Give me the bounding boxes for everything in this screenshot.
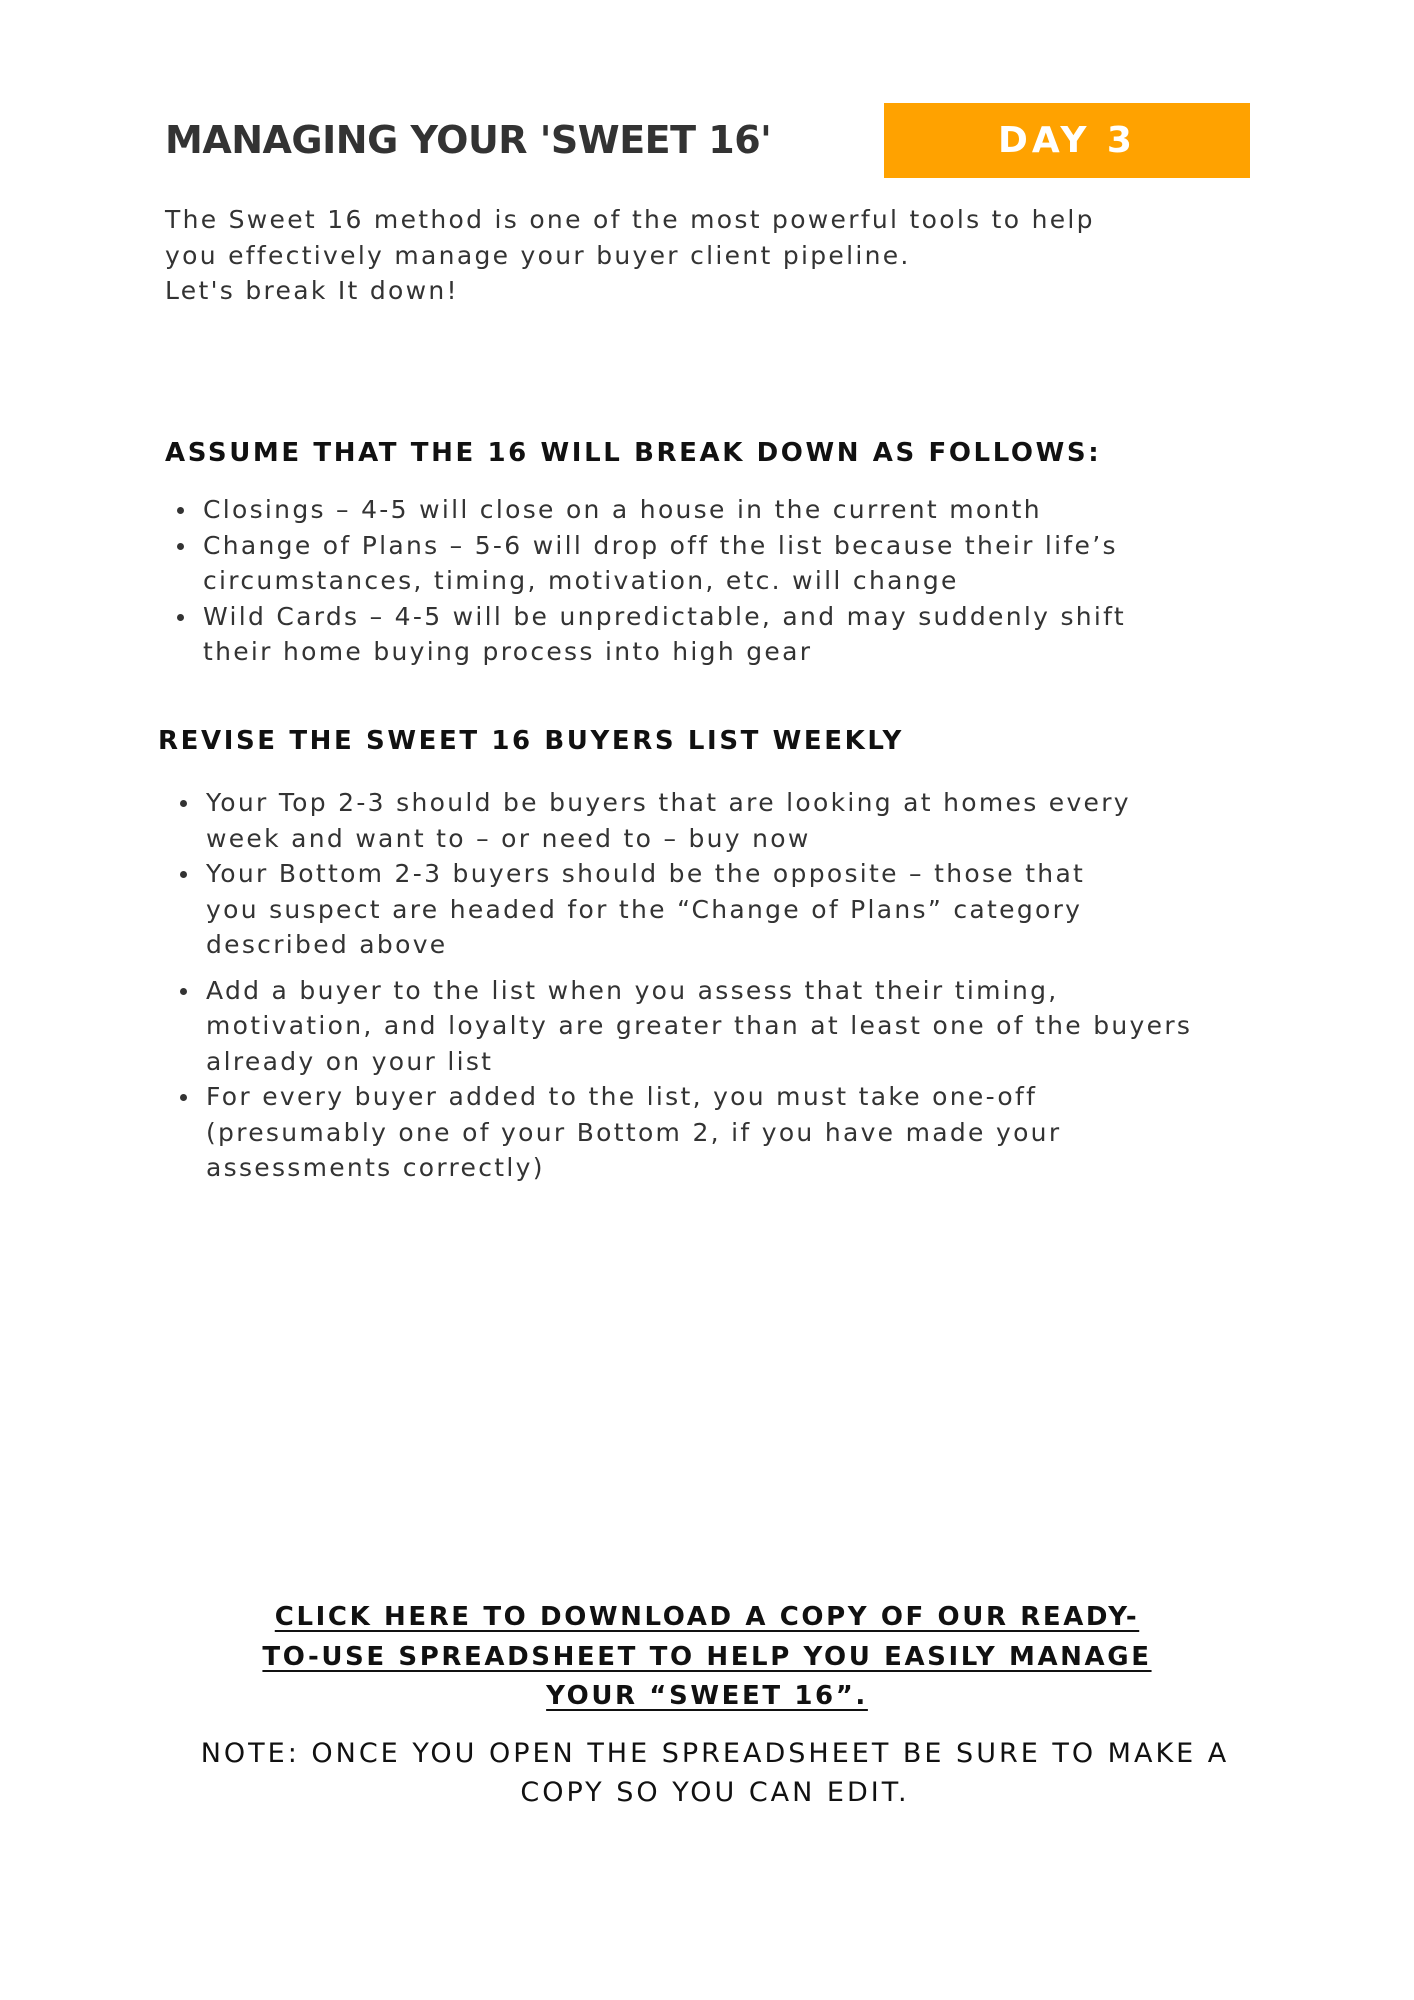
intro-line: The Sweet 16 method is one of the most powerful tools to help xyxy=(165,205,1095,234)
revise-list xyxy=(206,785,1192,1186)
list-item-text: you suspect are headed for the “Change of Plans” category xyxy=(206,894,1083,924)
bullet-icon xyxy=(177,543,184,550)
section-heading-breakdown: ASSUME THAT THE 16 WILL BREAK DOWN AS FOLLOWS: xyxy=(165,438,1102,468)
note-line: NOTE: ONCE YOU OPEN THE SPREADSHEET BE SURE TO MAKE A xyxy=(200,1738,1230,1769)
list-item-text: (presumably one of your Bottom 2, if you have made your xyxy=(206,1117,1062,1147)
bullet-icon xyxy=(180,988,187,995)
bullet-icon xyxy=(177,507,184,514)
page-title: MANAGING YOUR 'SWEET 16' xyxy=(165,118,772,162)
download-link-line[interactable]: TO-USE SPREADSHEET TO HELP YOU EASILY MANAGE xyxy=(262,1641,1152,1672)
bullet-icon xyxy=(177,614,184,621)
list-item xyxy=(206,785,1192,856)
list-item-text: their home buying process into high gear xyxy=(203,637,813,666)
list-item-text: Add a buyer to the list when you assess that their timing, xyxy=(206,975,1059,1005)
breakdown-list xyxy=(203,492,1126,670)
list-item-text: Closings – 4-5 will close on a house in the current month xyxy=(203,495,1042,524)
download-link-line[interactable]: YOUR “SWEET 16”. xyxy=(546,1681,868,1711)
bullet-icon xyxy=(180,871,187,878)
list-item-text: Your Top 2-3 should be buyers that are looking at homes every xyxy=(206,788,1131,817)
list-item-text: already on your list xyxy=(206,1046,494,1076)
list-item xyxy=(203,492,1126,528)
list-item xyxy=(206,1079,1192,1186)
note-text xyxy=(120,1734,1310,1812)
list-item xyxy=(203,528,1126,599)
intro-line: you effectively manage your buyer client pipeline. xyxy=(165,240,911,270)
list-item-text: circumstances, timing, motivation, etc. will change xyxy=(203,566,959,595)
intro-line: Let's break It down! xyxy=(165,276,459,305)
download-link-line[interactable]: CLICK HERE TO DOWNLOAD A COPY OF OUR READY- xyxy=(274,1602,1140,1632)
list-item xyxy=(206,856,1192,963)
intro-paragraph xyxy=(165,202,1165,309)
list-item xyxy=(203,599,1126,670)
list-item-text: motivation, and loyalty are greater than at least one of the buyers xyxy=(206,1011,1193,1040)
bullet-icon xyxy=(180,1094,187,1101)
section-heading-revise: REVISE THE SWEET 16 BUYERS LIST WEEKLY xyxy=(158,726,904,756)
list-item-text: For every buyer added to the list, you must take one-off xyxy=(206,1082,1038,1111)
list-item-text: week and want to – or need to – buy now xyxy=(206,823,811,853)
list-item-text: described above xyxy=(206,930,448,959)
list-item-text: assessments correctly) xyxy=(206,1153,545,1182)
list-item-text: Change of Plans – 5-6 will drop off the list because their life’s xyxy=(203,530,1118,560)
download-spreadsheet-link[interactable] xyxy=(207,1598,1207,1717)
list-item-text: Wild Cards – 4-5 will be unpredictable, and may suddenly shift xyxy=(203,601,1126,631)
day-badge: DAY 3 xyxy=(884,103,1250,178)
note-line: COPY SO YOU CAN EDIT. xyxy=(520,1777,910,1808)
bullet-icon xyxy=(180,800,187,807)
list-item xyxy=(206,973,1192,1080)
list-item-text: Your Bottom 2-3 buyers should be the opposite – those that xyxy=(206,859,1086,888)
